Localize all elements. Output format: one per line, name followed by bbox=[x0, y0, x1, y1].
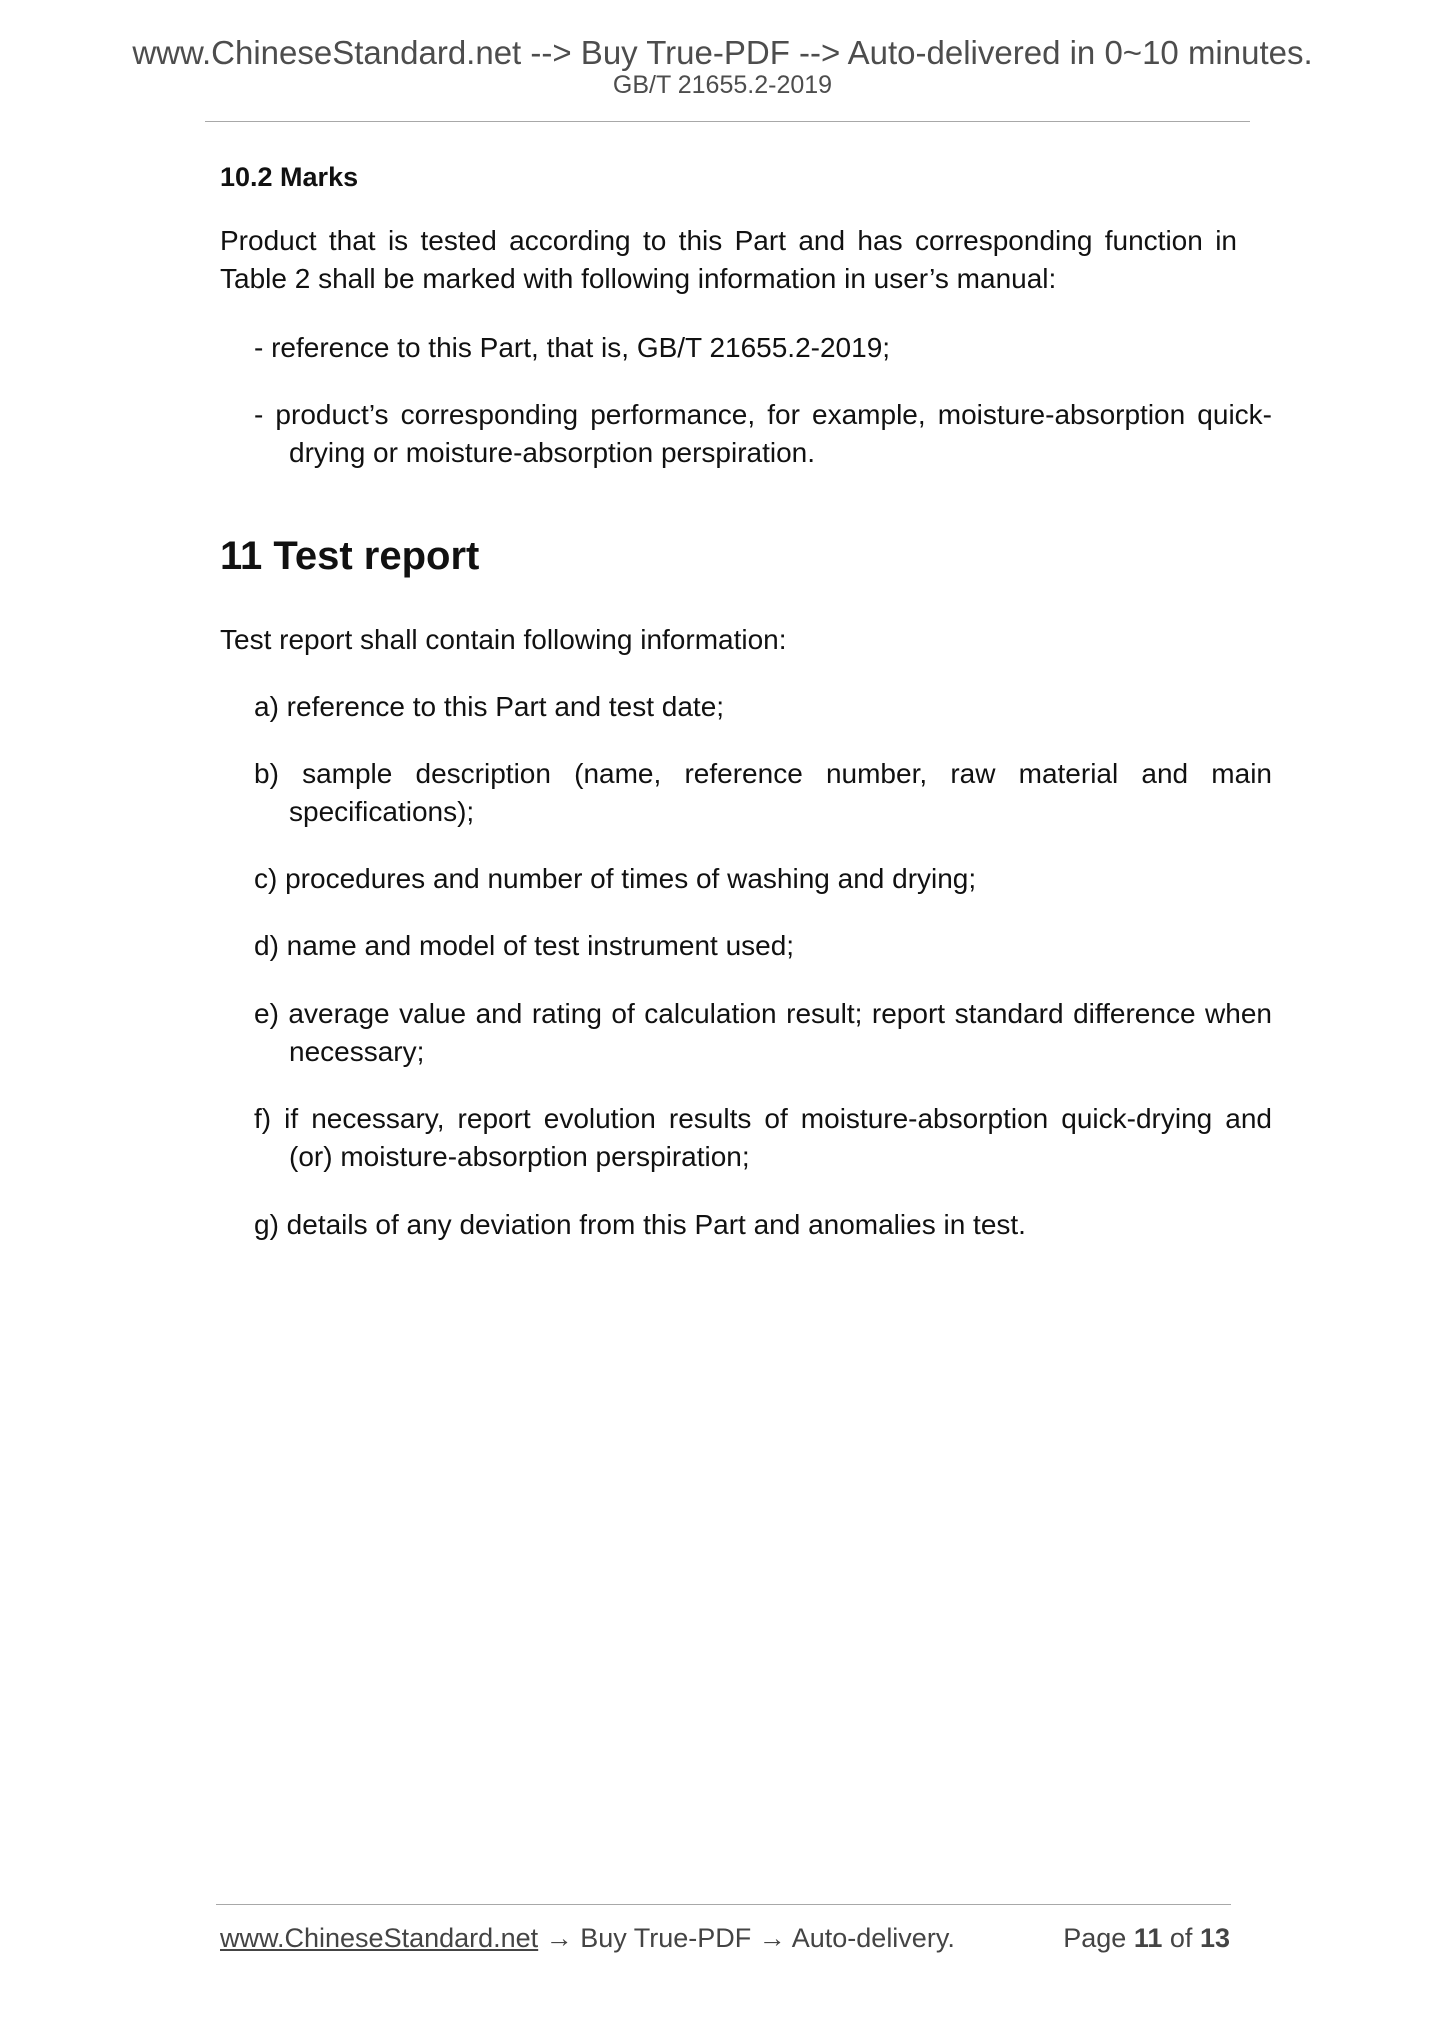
page-total: 13 bbox=[1199, 1923, 1230, 1953]
header-divider bbox=[205, 121, 1250, 122]
section-10-2-heading: 10.2 Marks bbox=[220, 162, 359, 192]
report-list-item: f) if necessary, report evolution results of moisture-absorption quick-drying and (or) moisture-absorption perspiration; bbox=[254, 1103, 1272, 1172]
report-list-item: c) procedures and number of times of washing and drying; bbox=[254, 863, 977, 894]
footer-divider bbox=[216, 1904, 1231, 1905]
footer-promo bbox=[220, 1921, 955, 1955]
footer-promo-text: → Buy True-PDF → Auto-delivery. bbox=[538, 1923, 955, 1953]
document-code: GB/T 21655.2-2019 bbox=[612, 71, 833, 99]
page-current: 11 bbox=[1133, 1923, 1163, 1953]
top-banner: www.ChineseStandard.net --> Buy True-PDF --> Auto-delivered in 0~10 minutes. bbox=[132, 34, 1313, 71]
report-list-item: a) reference to this Part and test date; bbox=[254, 691, 725, 722]
footer-website-link[interactable]: www.ChineseStandard.net bbox=[220, 1923, 539, 1953]
report-list-item: b) sample description (name, reference number, raw material and main specifications); bbox=[254, 758, 1272, 827]
page-label: Page bbox=[1063, 1923, 1127, 1953]
section-10-2-intro: Product that is tested according to this Part and has corresponding function in Table 2 shall be marked with following information in user’s manual: bbox=[220, 225, 1237, 294]
section-11-intro: Test report shall contain following information: bbox=[220, 624, 787, 655]
report-list-item: e) average value and rating of calculation result; report standard difference when necessary; bbox=[254, 998, 1272, 1067]
marks-list-item: - product’s corresponding performance, for example, moisture-absorption quick-drying or moisture-absorption perspiration. bbox=[254, 399, 1272, 468]
of-label: of bbox=[1169, 1923, 1193, 1953]
page-footer bbox=[220, 1921, 1230, 1955]
report-list-item: g) details of any deviation from this Part and anomalies in test. bbox=[254, 1209, 1026, 1240]
section-11-heading: 11 Test report bbox=[220, 534, 480, 578]
report-list-item: d) name and model of test instrument used; bbox=[254, 930, 795, 961]
marks-list-item: - reference to this Part, that is, GB/T 21655.2-2019; bbox=[254, 332, 891, 363]
page-number bbox=[1063, 1921, 1230, 1955]
